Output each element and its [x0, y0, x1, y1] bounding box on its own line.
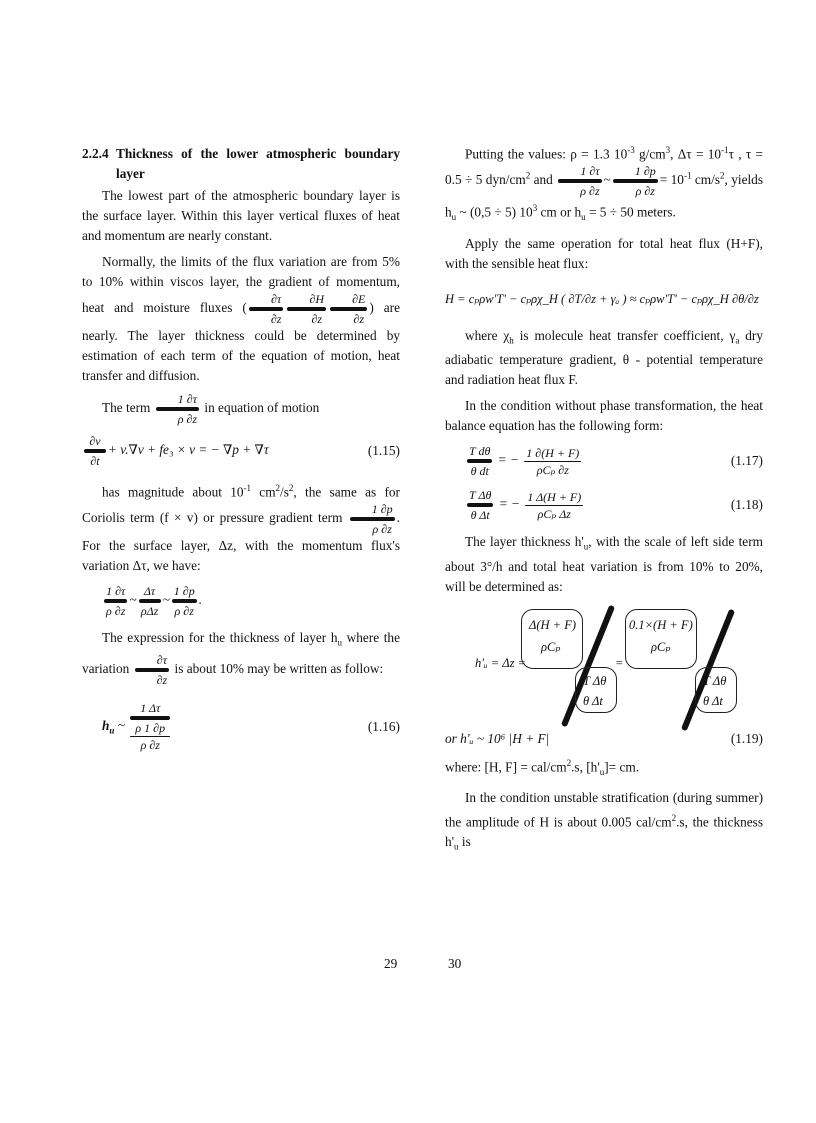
frac-de-dz: $\frac{\partial E}{\partial z}$: [330, 292, 367, 326]
paragraph-surface-layer: The lowest part of the atmospheric boundary layer is the surface layer. Within this layer vertical fluxes of heat and momentum are nearly constant.: [82, 188, 400, 243]
equation-1-15: $\frac{\partial v}{\partial t}$ + v.∇v + fe₃ × v = − ∇p + ∇τ (1.15): [82, 434, 400, 468]
section-title: Thickness of the lower atmospheric boundary layer: [116, 146, 400, 181]
equation-sensible-heat: H = cₚρw'T' − cₚρχ_H ( ∂T/∂z + γₐ ) ≈ cₚρw'T' − cₚρχ_H ∂θ/∂z: [445, 291, 759, 306]
paragraph-values: Putting the values: ρ = 1.3 $10^{-3}$ $g/cm^3$, $\Delta\tau = 10^{-1}\tau$ , τ = 0.5 ÷ 5 dyn/$cm^2$ and $\frac{1 \partial\tau}{\rho \partial z}$ ~ $\frac{1 \partial p}{\rho \partial z}$ = $10^{-1}$ $cm/s^2$, yields $h_u$ ~ (0,5 ÷ 5) $10^3$ cm or $h_u = 5 \div 50$ meters.: [445, 145, 763, 223]
paragraph-unstable: In the condition unstable stratification (during summer) the amplitude of H is about 0.005 cal/$cm^2.s$, the thickness $h'_u$ is: [445, 789, 763, 852]
equation-1-19: h'ᵤ = Δz = Δ(H + F) ρCₚ T Δθ θ Δt = 0.1×(H + F) ρCₚ T Δθ θ Δt: [445, 607, 763, 717]
equation-number: (1.18): [730, 497, 763, 513]
paragraph-flux-variation: Normally, the limits of the flux variation are from 5% to 10% within viscos layer, the gradient of momentum, heat and moisture fluxes ( $\frac{\partial\tau}{\partial z}$ $\frac{\partial H}{\partial z}$ $\frac{\partial E}{\partial z}$ ) are nearly. The layer thickness could be determined by estimation of each term of the equation of motion, heat transfer and diffusion.: [82, 254, 400, 383]
frac-dh-dz: $\frac{\partial H}{\partial z}$: [287, 292, 326, 326]
paragraph-term: The term $\frac{1 \partial\tau}{\rho \partial z}$ in equation of motion: [102, 392, 320, 426]
frac-term: $\frac{1 \partial\tau}{\rho \partial z}$: [156, 392, 199, 426]
equation-number: (1.15): [367, 443, 400, 458]
equation-1-19-approx: or h'ᵤ ~ 10⁶ |H + F| (1.19): [445, 729, 763, 749]
paragraph-heat-balance: In the condition without phase transformation, the heat balance equation has the following form:: [445, 398, 763, 434]
frac-dtau-dz: $\frac{\partial\tau}{\partial z}$: [249, 292, 284, 326]
page-number-right: 30: [448, 956, 462, 971]
paragraph-units: where: [H, F] = cal/$cm^2.s$, $[h'_u]=$ cm.: [445, 757, 640, 777]
frac-dv-dt: $\frac{\partial v}{\partial t}$: [84, 434, 106, 468]
left-page: [82, 140, 400, 762]
section-number: 2.2.4: [82, 146, 109, 161]
relation-scaling: $\frac{1 \partial\tau}{\rho \partial z}$ ~ $\frac{\Delta\tau}{\text{ρΔz}}$ ~ $\frac{1 \partial p}{\rho \partial z}$ .: [106, 584, 203, 619]
paragraph-heat-flux: Apply the same operation for total heat flux (H+F), with the sensible heat flux:: [445, 235, 763, 271]
section-heading: [82, 144, 400, 184]
right-page: [445, 140, 763, 863]
paragraph-where: where $\chi_h$ is molecule heat transfer coefficient, $\gamma_a$ dry adiabatic temperature gradient, θ - potential temperature and radiation heat flux F.: [445, 327, 763, 388]
equation-1-16: $h_u$ ~ 1 Δτ ρ 1 ∂p ρ ∂z (1.16): [102, 701, 400, 753]
equation-number: (1.16): [367, 718, 400, 734]
equation-number: (1.19): [730, 730, 763, 746]
frac-pressure: $\frac{1 \partial p}{\rho \partial z}$: [350, 502, 395, 536]
paragraph-magnitude: has magnitude about $10^{-1}$ $cm^2/s^2$, the same as for Coriolis term (f × v) or pressure gradient term $\frac{1 \partial p}{\rho \partial z}$ . For the surface layer, Δz, with the momentum flux's variation Δτ, we have:: [82, 483, 400, 574]
equation-1-18: $\frac{\text{T Δθ}}{\text{θ Δt}}$ = − $\frac{1 \Delta(H + F)}{\text{ρCₚ Δz}}$ (1.18): [469, 488, 763, 523]
equation-number: (1.17): [730, 453, 763, 469]
frac-dtau-dz-2: $\frac{\partial\tau}{\partial z}$: [135, 653, 170, 687]
paragraph-layer-thickness: The layer thickness $h'_u$, with the scale of left side term about 3°/h and total heat variation is from 10% to 20%, will be determined as:: [445, 534, 763, 594]
paragraph-expression: The expression for the thickness of layer $h_u$ where the variation $\frac{\partial\tau}{\partial z}$ is about 10% may be written as follow:: [82, 630, 400, 688]
page-number-left: 29: [384, 956, 398, 971]
equation-1-17: $\frac{\text{T dθ}}{\text{θ dt}}$ = − $\frac{1 \partial(H + F)}{\text{ρCₚ ∂z}}$ (1.17): [469, 444, 763, 479]
